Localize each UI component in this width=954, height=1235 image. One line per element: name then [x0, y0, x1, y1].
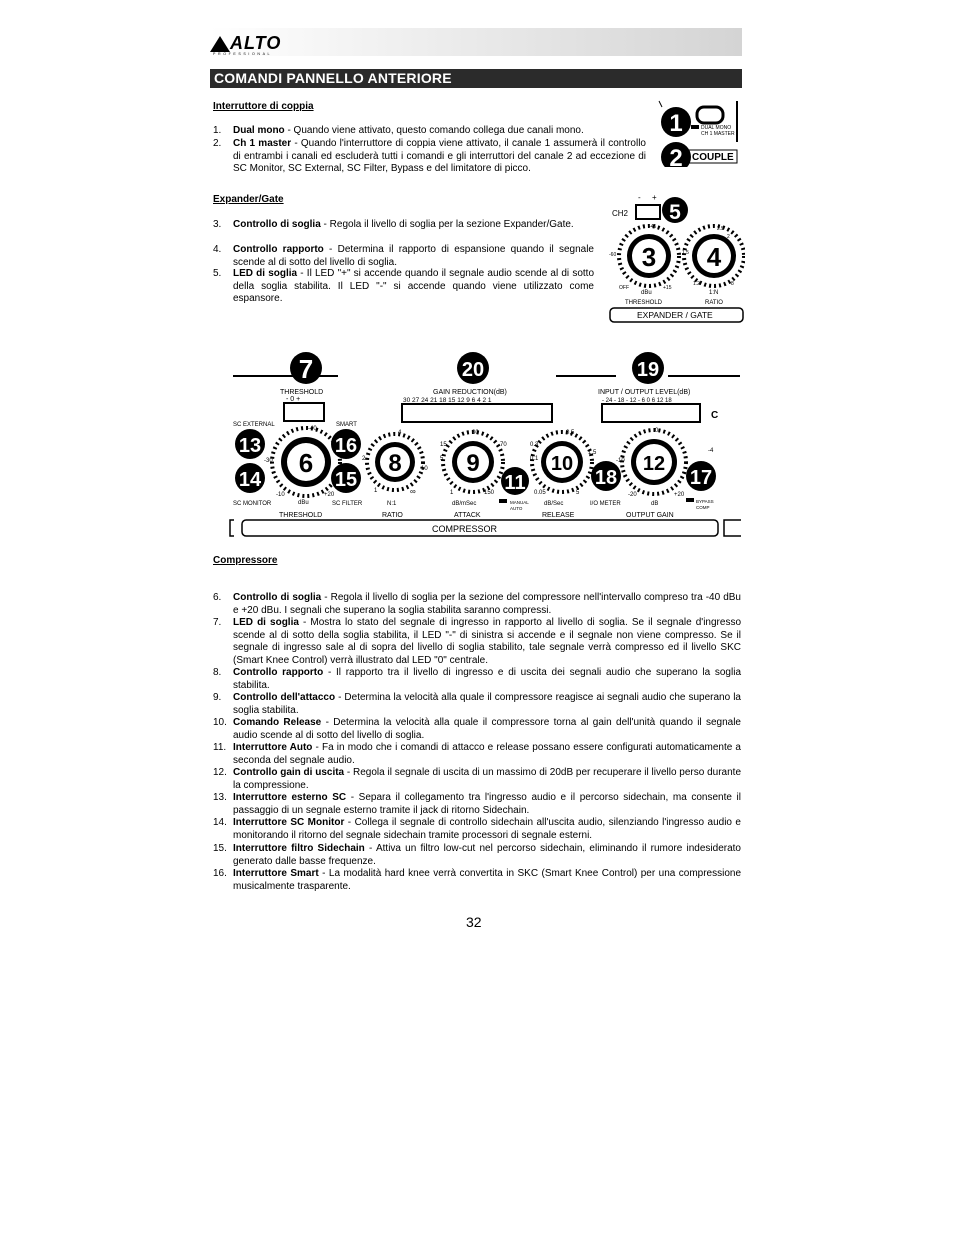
svg-text:COUPLE: COUPLE — [692, 152, 734, 163]
svg-text:-45: -45 — [649, 224, 657, 230]
svg-text:-10: -10 — [616, 458, 625, 464]
svg-text:+15: +15 — [663, 285, 672, 291]
alto-logo — [210, 30, 300, 56]
svg-text:4: 4 — [398, 430, 402, 436]
svg-text:17: 17 — [689, 467, 713, 489]
couple-figure — [655, 97, 745, 167]
svg-text:OFF: OFF — [619, 285, 629, 291]
svg-text:30 27 24 21 18 15 12 9: 30 27 24 21 18 15 12 9 6 4 2 1 — [403, 397, 492, 404]
svg-text:6: 6 — [298, 448, 314, 478]
svg-text:5: 5 — [669, 201, 681, 224]
svg-text:dB: dB — [651, 501, 659, 507]
svg-text:14: 14 — [238, 469, 262, 491]
svg-text:-30: -30 — [264, 458, 273, 464]
manual-page: ALTO PROFESSIONAL COMANDI PANNELLO ANTERIORE Interruttore di coppia 1. Dual mono - Quando viene attivato, questo comando collega due canali mono. 2. Ch 1 master - Quando l'interruttore di coppia viene attivato, il canale 1 assumerà il controllo di entrambi i canali ed escluderà tutti i comandi e gli interruttori del canale 2 ad eccezione di SC Monitor, SC External, SC Filter, Bypass e del limitatore di picco. Expander/Gate 3. Controllo di soglia - Regola il livello di soglia per la sezione Expander/Gate. 4. Controllo rapporto - Determina il rapporto di espansione quando il segnale scende al di sotto del livello di soglia. 5. LED di soglia - Il LED "+" si accende quando il segnale audio scende al di sotto della soglia stabilita. Il LED "-" si accende quando viene utilizzato come espansore. DUAL MONO CH 1 MASTER COUPLE 1 2 - + CH2 5 3 -60 -45 OFF +15 dBu THRESHOLD 4 2.5 1.5 2 1.2 8 1:N RATIO EXPANDER / GATE 7 20 19 THRESHOLD - 0 + GAIN REDUCTION(dB) 30 27 24 21 18 15 12 9 6 4 2 1 INPUT / OUTPUT LEVEL(dB) - 24 - 18 - 12 - 6 0 6 12 18 C SC EXTERNAL SMART 6 -40 -30 -10 +20 dBu THRESHOLD 13 14 SC MONITOR 16 15 SC FILTER 8 4 2 10 1 ∞ N:1 RATIO 9 30 15 70 5 1 150 dB/mSec ATTACK 11 MANUAL AUTO 10 0.3 0.5 0.1 1.5 0.05 5 dB/Sec RELEASE 18 I/O METER 12 0 -10 -20 +20 dB OUTPUT GAIN 17 -4 BYPASS COMP COMPRESSOR Compressore 6. Controllo di soglia - Regola il livello di soglia per la sezione del compressore nell'intervallo compreso tra -40 dBu e +20 dBu. I segnali che superano la soglia stabilita saranno compressi. 7. LED di soglia - Mostra lo stato del segnale di ingresso in rapporto al livello di soglia. Se il segnale d'ingresso scende al di sotto della soglia stabilita, il LED "-" di sinistra si accende e il segnale non viene compresso. Se il segnale di ingresso sale al di sopra del livello di soglia stabilito, tale segnale verrà compresso ed il livello SKC (Smart Knee Control) verrà illustrato dal LED "0" centrale. 8. Controllo rapporto - Il rapporto tra il livello di ingresso e di uscita dei segnali audio che superano la soglia stabilita. 9. Controllo dell'attacco - Determina la velocità alla quale il compressore reagisce ai segnali audio che superano la soglia stabilita. 10. Comando Release - Determina la velocità alla quale il compressore torna al gain dell'unità quando il segnale audio scende al di sotto del livello di soglia. 11. Interruttore Auto - Fa in modo che i comandi di attacco e release possano essere configurati automaticamente a seconda del segnale audio. 12. Controllo gain di uscita - Regola il segnale di uscita di un massimo di 20dB per recuperare il livello perso durante la compressione. 13. Interruttore esterno SC - Separa il collegamento tra l'ingresso audio e il percorso sidechain, ma consente il passaggio di un segnale esterno tramite il jack di ritorno Sidechain. 14. Interruttore SC Monitor - Collega il segnale di controllo sidechain all'uscita audio, silenziando l'ingresso audio e monitorando il ritorno del segnale sidechain tramite processori di segnale esterni. 15. Interruttore filtro Sidechain - Attiva un filtro low-cut nel percorso sidechain, eliminando il rumore indesiderato generato dalle basse frequenze. 16. Interruttore Smart - La modalità hard knee verrà convertita in SKC (Smart Knee Control) per una compressione musicalmente trasparente. 32 — [0, 0, 954, 1235]
svg-text:10: 10 — [550, 453, 574, 475]
svg-text:150: 150 — [484, 490, 495, 496]
svg-text:0: 0 — [655, 428, 659, 434]
svg-text:-: - — [638, 193, 641, 202]
compressor-heading: Compressore — [213, 555, 278, 566]
svg-text:4: 4 — [706, 242, 722, 272]
svg-text:70: 70 — [500, 442, 507, 448]
svg-text:SC FILTER: SC FILTER — [332, 501, 363, 507]
svg-text:COMPRESSOR: COMPRESSOR — [432, 524, 498, 534]
svg-text:RATIO: RATIO — [382, 512, 403, 519]
svg-text:PROFESSIONAL: PROFESSIONAL — [213, 52, 273, 56]
svg-text:0.3: 0.3 — [530, 442, 539, 448]
svg-text:ALTO: ALTO — [230, 33, 282, 53]
svg-text:SC MONITOR: SC MONITOR — [233, 501, 272, 507]
section-title: COMANDI PANNELLO ANTERIORE — [214, 70, 452, 86]
svg-text:OUTPUT GAIN: OUTPUT GAIN — [626, 512, 674, 519]
svg-text:2: 2 — [669, 145, 683, 167]
expander-heading: Expander/Gate — [213, 194, 284, 205]
svg-text:10: 10 — [421, 466, 428, 472]
svg-text:0.1: 0.1 — [530, 456, 539, 462]
svg-text:SMART: SMART — [336, 422, 357, 428]
svg-text:THRESHOLD: THRESHOLD — [625, 300, 663, 306]
svg-text:2.5: 2.5 — [717, 226, 724, 232]
svg-text:-20: -20 — [628, 492, 637, 498]
couple-heading: Interruttore di coppia — [213, 101, 314, 112]
svg-text:RATIO: RATIO — [705, 300, 723, 306]
svg-text:SC EXTERNAL: SC EXTERNAL — [233, 422, 275, 428]
svg-text:dB/mSec: dB/mSec — [452, 501, 477, 507]
svg-text:3: 3 — [641, 242, 657, 272]
svg-text:20: 20 — [461, 359, 485, 381]
svg-text:1: 1 — [669, 110, 683, 137]
svg-text:THRESHOLD: THRESHOLD — [279, 512, 323, 519]
svg-text:C: C — [711, 410, 719, 421]
svg-text:1: 1 — [374, 488, 378, 494]
svg-text:1: 1 — [450, 490, 454, 496]
svg-text:-10: -10 — [276, 492, 285, 498]
svg-text:1:N: 1:N — [709, 290, 719, 296]
svg-text:BYPASS: BYPASS — [696, 499, 714, 504]
svg-text:dBu: dBu — [298, 500, 309, 506]
svg-text:-40: -40 — [308, 426, 317, 432]
section-header — [210, 69, 742, 88]
svg-text:CH 1 MASTER: CH 1 MASTER — [701, 131, 735, 137]
svg-text:2: 2 — [727, 234, 730, 240]
svg-text:5: 5 — [576, 490, 580, 496]
svg-text:EXPANDER / GATE: EXPANDER / GATE — [637, 310, 713, 320]
svg-text:THRESHOLD: THRESHOLD — [280, 389, 324, 396]
svg-text:dBu: dBu — [641, 290, 652, 296]
svg-text:+: + — [652, 193, 657, 202]
svg-text:16: 16 — [334, 435, 358, 457]
svg-text:13: 13 — [238, 435, 262, 457]
svg-text:18: 18 — [594, 467, 618, 489]
svg-text:1.2: 1.2 — [693, 281, 700, 287]
svg-text:1.5: 1.5 — [682, 250, 689, 256]
svg-text:N:1: N:1 — [387, 501, 397, 507]
svg-text:RELEASE: RELEASE — [542, 512, 575, 519]
svg-text:dB/Sec: dB/Sec — [544, 501, 564, 507]
svg-text:15: 15 — [334, 469, 358, 491]
svg-text:30: 30 — [472, 430, 479, 436]
svg-text:AUTO: AUTO — [510, 506, 523, 511]
page-number: 32 — [466, 914, 482, 930]
svg-text:+20: +20 — [324, 492, 335, 498]
svg-text:1.5: 1.5 — [588, 450, 597, 456]
svg-text:15: 15 — [440, 442, 447, 448]
svg-text:9: 9 — [466, 450, 480, 477]
svg-text:11: 11 — [504, 472, 526, 494]
compressor-figure — [228, 348, 744, 546]
svg-text:-60: -60 — [609, 252, 617, 258]
svg-text:8: 8 — [388, 450, 402, 477]
svg-text:12: 12 — [642, 453, 666, 475]
svg-text:DUAL MONO: DUAL MONO — [701, 125, 732, 131]
svg-text:- 0 +: - 0 + — [286, 396, 301, 403]
svg-text:I/O METER: I/O METER — [590, 501, 621, 507]
svg-text:2: 2 — [362, 456, 366, 462]
svg-text:GAIN REDUCTION(dB): GAIN REDUCTION(dB) — [433, 389, 507, 396]
svg-text:-4: -4 — [708, 448, 714, 454]
expander-figure — [607, 190, 745, 330]
svg-text:CH2: CH2 — [612, 209, 629, 218]
threshold-led-box — [636, 205, 660, 219]
svg-text:7: 7 — [298, 354, 314, 384]
dual-mono-switch[interactable] — [697, 107, 723, 123]
svg-text:0.05: 0.05 — [534, 490, 546, 496]
svg-text:+20: +20 — [674, 492, 685, 498]
svg-text:0.5: 0.5 — [566, 430, 575, 436]
svg-text:MANUAL: MANUAL — [510, 500, 529, 505]
svg-text:19: 19 — [636, 359, 660, 381]
svg-text:- 24 - 18 - 12 - 6 0 6 1: - 24 - 18 - 12 - 6 0 6 12 18 — [602, 398, 672, 404]
svg-text:COMP: COMP — [696, 505, 710, 510]
svg-text:ATTACK: ATTACK — [454, 512, 481, 519]
svg-text:INPUT / OUTPUT LEVEL(dB): INPUT / OUTPUT LEVEL(dB) — [598, 389, 691, 396]
svg-text:8: 8 — [731, 281, 734, 287]
svg-text:5: 5 — [440, 456, 444, 462]
svg-text:∞: ∞ — [410, 487, 416, 496]
